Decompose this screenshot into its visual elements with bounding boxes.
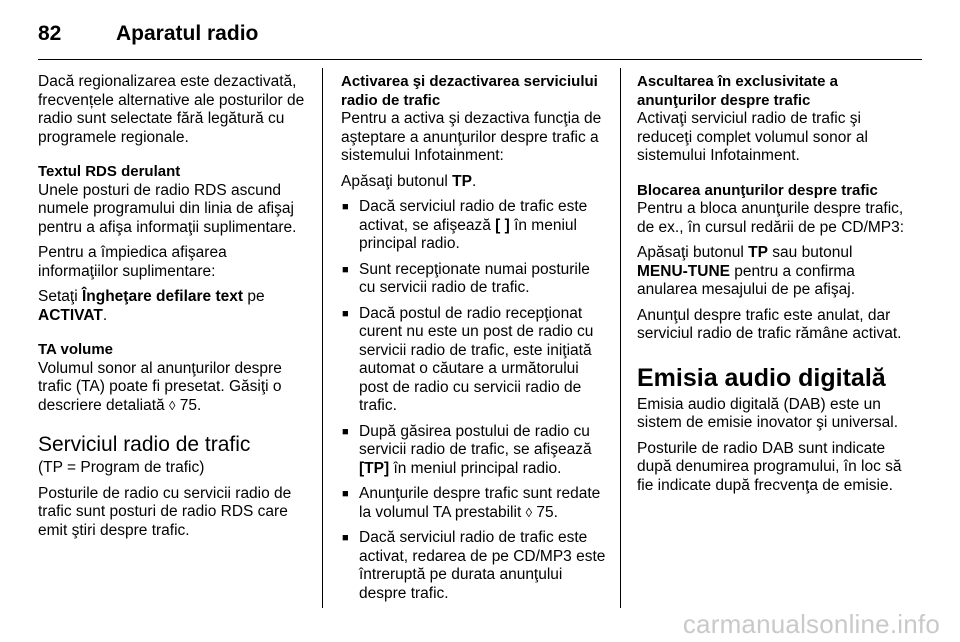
bullet-icon: ■ [342, 201, 349, 213]
section-heading-traffic-service: Serviciul radio de trafic [38, 433, 251, 456]
rds-setting-paragraph: Setaţi Îngheţare defilare text pe ACTIVAT. [38, 288, 265, 324]
page-ref-link[interactable]: 75. [179, 396, 202, 414]
watermark: carmanualsonline.info [682, 609, 940, 639]
ta-paragraph: Volumul sonor al anunţurilor despre trafic (TA) poate fi presetat. Găsiţi o descriere detaliată ◊ 75. [38, 359, 282, 414]
service-paragraph: (TP = Program de trafic) [38, 459, 205, 476]
setting-name: Îngheţare defilare text [81, 288, 244, 305]
bullet-list [341, 198, 606, 603]
list-item: ■ Dacă serviciul radio de trafic este activat, redarea de pe CD/MP3 este întreruptă pe durata anunţului despre trafic. [342, 529, 606, 602]
section-heading-blocking: Blocarea anunţurilor despre trafic [637, 181, 878, 199]
bullet-icon: ■ [342, 532, 349, 544]
list-item: ■ Anunţurile despre trafic sunt redate la volumul TA prestabilit ◊ 75. [342, 485, 601, 521]
bullet-icon: ■ [342, 425, 349, 438]
list-item: ■ Sunt recepţionate numai posturile cu servicii radio de trafic. [342, 260, 590, 296]
bullet-icon: ■ [342, 307, 349, 320]
press-button-paragraph: Apăsaţi butonul TP sau butonul MENU-TUNE pentru a confirma anularea mesajului de pe afişaj. [637, 244, 855, 298]
section-heading-exclusive: Ascultarea în exclusivitate a anunţurilor despre trafic [637, 73, 838, 109]
page-ref-link[interactable]: 75. [536, 503, 558, 521]
press-tp-paragraph: Apăsaţi butonul TP. [341, 172, 477, 190]
section-heading-rds: Textul RDS derulant [38, 163, 181, 180]
header-rule [38, 59, 922, 60]
column-divider [620, 68, 621, 608]
bullet-icon: ■ [342, 488, 349, 500]
page-title: Aparatul radio [116, 22, 259, 45]
page-header [38, 14, 258, 54]
exclusive-paragraph: Activaţi serviciul radio de trafic şi reduceţi complet volumul sonor al sistemului Infotainment. [637, 110, 868, 164]
dab-paragraph: Posturile de radio DAB sunt indicate după denumirea programului, în loc să fie indicate după frecvenţa de emisie. [637, 439, 902, 494]
list-item: ■ După găsirea postului de radio cu servicii radio de trafic, se afişează [TP] în meniul principal radio. [342, 422, 592, 477]
rds-paragraph: Pentru a împiedica afişarea informaţiilor suplimentare: [38, 244, 227, 280]
setting-value: ACTIVAT [38, 306, 103, 324]
list-item: ■ Dacă postul de radio recepţionat curent nu este un post de radio cu servicii radio de trafic, este iniţiată automat o căutare a următorului post de radio cu servicii radio de trafic. [342, 304, 594, 414]
column-left [38, 73, 310, 547]
rds-paragraph: Unele posturi de radio RDS ascund numele programului din linia de afişaj pentru a afişa informaţii suplimentare. [38, 181, 297, 236]
cancelled-paragraph: Anunţul despre trafic este anulat, dar serviciul radio de trafic rămâne activat. [637, 306, 902, 342]
dab-paragraph: Emisia audio digitală (DAB) este un sistem de emisie inovator şi universal. [637, 395, 899, 431]
page-ref-icon: ◊ [168, 397, 176, 413]
section-heading-activation: Activarea şi dezactivarea serviciului radio de trafic [341, 73, 598, 109]
activation-paragraph: Pentru a activa şi dezactiva funcţia de aşteptare a anunţurilor despre trafic a sistemului Infotainment: [341, 110, 602, 164]
section-heading-ta-volume: TA volume [38, 341, 114, 358]
bullet-icon: ■ [342, 263, 349, 276]
column-divider [322, 68, 323, 608]
tp-button-label: TP [452, 172, 472, 190]
column-right [637, 73, 907, 502]
service-paragraph: Posturile de radio cu servicii radio de trafic sunt posturi de radio RDS care emit ştiri despre trafic. [38, 484, 292, 539]
page-number: 82 [38, 22, 62, 45]
page-ref-icon: ◊ [525, 504, 533, 520]
column-middle [341, 73, 606, 610]
intro-paragraph: Dacă regionalizarea este dezactivată, frecvențele alternative ale posturilor de radio sunt selectate fără legătură cu programele regionale. [38, 73, 305, 146]
blocking-paragraph: Pentru a bloca anunţurile despre trafic, de ex., în cursul redării de pe CD/MP3: [637, 200, 905, 236]
section-heading-dab: Emisia audio digitală [637, 363, 886, 392]
list-item: ■ Dacă serviciul radio de trafic este activat, se afişează [ ] în meniul principal radio. [342, 198, 588, 252]
